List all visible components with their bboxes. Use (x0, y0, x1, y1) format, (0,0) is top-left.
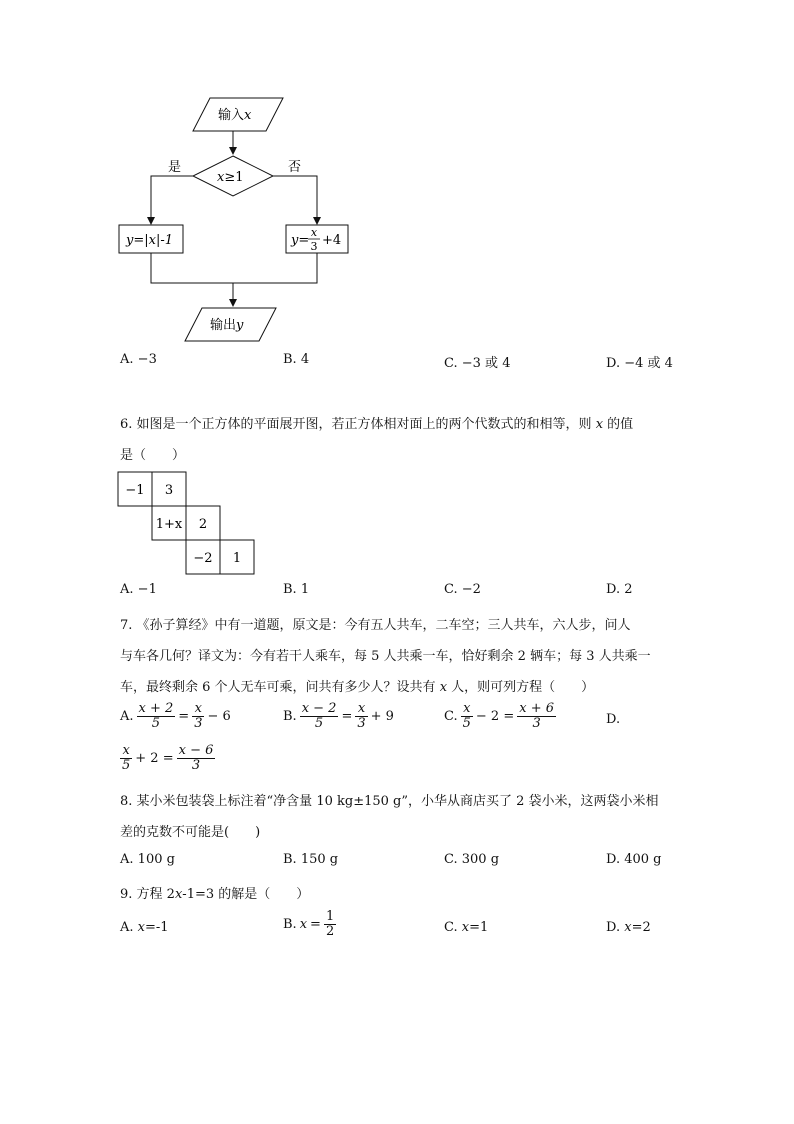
net-cell-3: 1+x (155, 517, 183, 532)
q7-b-frac-1: $\frac{x - 2}{5}$ (301, 701, 337, 731)
no-branch-line (273, 176, 317, 224)
q9-option-d[interactable]: D. x=2 (606, 920, 651, 935)
net-cell-6: 1 (232, 551, 242, 566)
q6-option-b[interactable]: B. 1 (283, 582, 310, 597)
q7-stem-line1: 7. 《孙子算经》中有一道题，原文是：今有五人共车，二车空；三人共车，六人步，问人 (120, 618, 631, 633)
right-box-rest: +4 (322, 233, 342, 248)
q9-b-frac: $\frac{1}{2}$ (325, 909, 335, 939)
yes-label: 是 (168, 160, 182, 175)
q5-option-d[interactable]: D. −4 或 4 (606, 356, 673, 371)
q7-c-frac-1: $\frac{x}{5}$ (462, 701, 471, 731)
q7-option-d-letter: D. (606, 712, 621, 727)
cube-net (0, 460, 300, 575)
right-frac-den: 3 (310, 240, 318, 253)
q5-option-c[interactable]: C. −3 或 4 (444, 356, 511, 371)
condition-text: x≥1 (217, 170, 244, 185)
right-frac-num: x (310, 226, 318, 239)
q5-option-a[interactable]: A. −3 (120, 352, 157, 367)
q8-stem-line2: 差的克数不可能是( ) (120, 825, 261, 840)
q8-option-a[interactable]: A. 100 g (120, 852, 175, 867)
q8-option-d[interactable]: D. 400 g (606, 852, 662, 867)
q5-option-b[interactable]: B. 4 (283, 352, 310, 367)
q7-stem-line2: 与车各几何？译文为：今有若干人乘车，每 5 人共乘一车，恰好剩余 2 辆车；每 3 人共乘一 (120, 649, 651, 664)
yes-branch-line (151, 176, 193, 224)
left-box-text: y=|x|-1 (126, 233, 173, 248)
q8-option-b[interactable]: B. 150 g (283, 852, 339, 867)
q6-option-c[interactable]: C. −2 (444, 582, 481, 597)
q7-c-frac-2: $\frac{x + 6}{3}$ (519, 701, 554, 731)
net-cell-5: −2 (193, 551, 213, 566)
net-cell-2: 3 (164, 483, 174, 498)
q7-d-frac-1: $\frac{x}{5}$ (122, 743, 131, 773)
q7-option-c[interactable]: C. $\frac{x}{5}$ − 2 = $\frac{x + 6}{3}$ (444, 701, 554, 731)
net-cell-1: −1 (125, 483, 145, 498)
right-box-lhs: y= (291, 233, 310, 248)
q6-stem-line1: 6. 如图是一个正方体的平面展开图，若正方体相对面上的两个代数式的和相等，则 x 的值 (120, 417, 634, 432)
q7-a-frac-2: $\frac{x}{3}$ (194, 701, 203, 731)
q7-stem-line3: 车，最终剩余 6 个人无车可乘，问共有多少人？设共有 x 人，则可列方程（ ） (120, 680, 595, 695)
q6-option-d[interactable]: D. 2 (606, 582, 633, 597)
q9-stem: 9. 方程 2x-1=3 的解是（ ） (120, 887, 310, 902)
q7-d-frac-2: $\frac{x - 6}{3}$ (178, 743, 214, 773)
q6-stem-line2: 是（ ） (120, 448, 186, 463)
q9-option-c[interactable]: C. x=1 (444, 920, 489, 935)
input-text: 输入x (218, 108, 252, 123)
q9-option-a[interactable]: A. x=-1 (120, 920, 169, 935)
q9-option-b[interactable]: B. x = $\frac{1}{2}$ (283, 909, 335, 939)
q7-b-frac-2: $\frac{x}{3}$ (357, 701, 366, 731)
merge-line (151, 253, 317, 283)
q8-option-c[interactable]: C. 300 g (444, 852, 500, 867)
net-cell-4: 2 (198, 517, 208, 532)
q7-option-b[interactable]: B. $\frac{x - 2}{5}$ = $\frac{x}{3}$ + 9 (283, 701, 394, 731)
flowchart (0, 0, 794, 360)
q7-option-a[interactable]: A. $\frac{x + 2}{5}$ = $\frac{x}{3}$ − 6 (120, 701, 231, 731)
q8-stem-line1: 8. 某小米包装袋上标注着“净含量 10 kg±150 g”，小华从商店买了 2 袋小米，这两袋小米相 (120, 794, 659, 809)
q7-a-frac-1: $\frac{x + 2}{5}$ (138, 701, 174, 731)
q6-option-a[interactable]: A. −1 (120, 582, 157, 597)
no-label: 否 (288, 160, 302, 175)
output-text: 输出y (210, 318, 244, 333)
q7-option-d[interactable]: $\frac{x}{5}$ + 2 = $\frac{x - 6}{3}$ (122, 743, 214, 773)
